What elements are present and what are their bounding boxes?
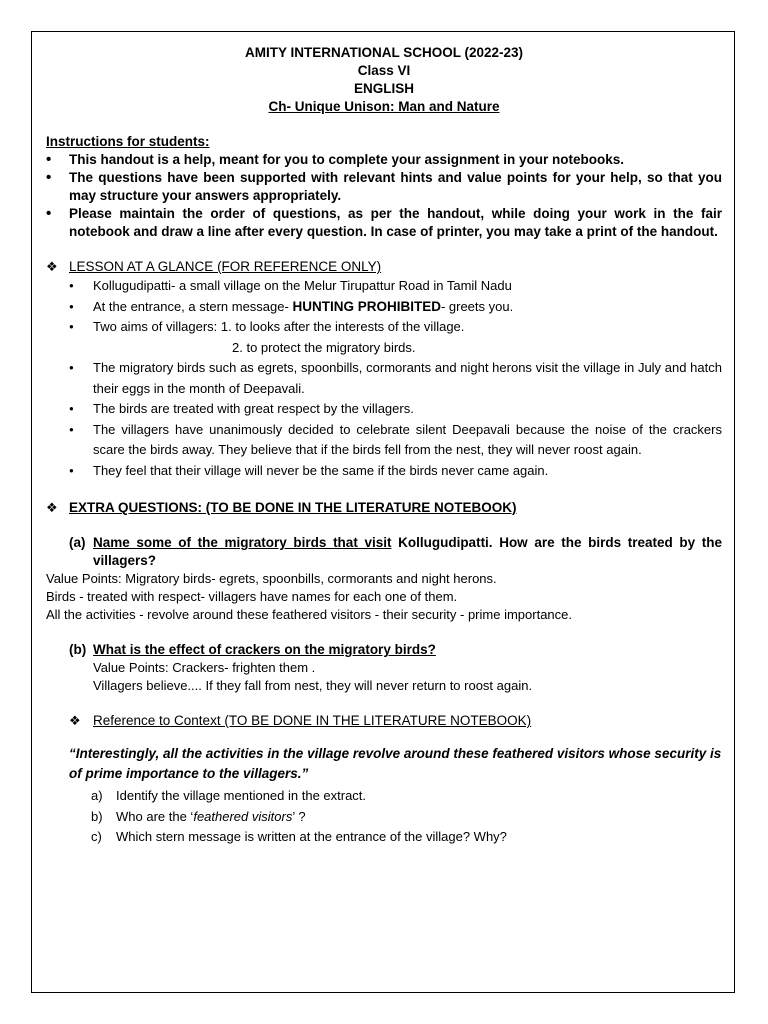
school-name: AMITY INTERNATIONAL SCHOOL (2022-23) xyxy=(244,45,524,60)
diamond-bullet-icon: ❖ xyxy=(46,259,58,274)
diamond-bullet-icon: ❖ xyxy=(69,713,81,728)
lesson-item: ● At the entrance, a stern message- HUNTING PROHIBITED- greets you. xyxy=(46,297,722,318)
extract-quote: “Interestingly, all the activities in the village revolve around these feathered visitors whose security is of prime importance to the villagers.” xyxy=(69,746,722,781)
value-point: All the activities - revolve around these feathered visitors - their security - prime importance. xyxy=(46,607,572,622)
instructions-heading: Instructions for students: xyxy=(46,134,210,149)
context-question: c) Which stern message is written at the entrance of the village? Why? xyxy=(91,829,507,844)
subject-label: ENGLISH xyxy=(353,81,414,96)
diamond-bullet-icon: ❖ xyxy=(46,500,58,515)
question-a: (a) Name some of the migratory birds that visit Kollugudipatti. How are the birds treated by the villagers? xyxy=(69,535,722,568)
value-point: Villagers believe.... If they fall from nest, they will never return to roost again. xyxy=(93,678,533,693)
lesson-item: ● Kollugudipatti- a small village on the Melur Tirupattur Road in Tamil Nadu xyxy=(46,276,722,297)
lesson-list xyxy=(46,276,722,481)
question-b: (b) What is the effect of crackers on the migratory birds? xyxy=(69,642,436,657)
lesson-item: ● The villagers have unanimously decided to celebrate silent Deepavali because the noise of the crackers scare the birds away. They believe that if the birds fell from the nest, they will never roost again. xyxy=(46,420,722,461)
value-point: Birds - treated with respect- villagers have names for each one of them. xyxy=(46,589,458,604)
instructions-list xyxy=(46,151,722,241)
chapter-title: Ch- Unique Unison: Man and Nature xyxy=(268,99,500,114)
lesson-item: ● The migratory birds such as egrets, spoonbills, cormorants and night herons visit the village in July and hatch their eggs in the month of Deepavali. xyxy=(46,358,722,399)
instruction-item: • The questions have been supported with relevant hints and value points for your help, so that you may structure your answers appropriately. xyxy=(46,169,722,205)
handout-content xyxy=(46,44,722,848)
instruction-item: • This handout is a help, meant for you to complete your assignment in your notebooks. xyxy=(46,151,722,169)
extra-questions-heading: ❖ EXTRA QUESTIONS: (TO BE DONE IN THE LITERATURE NOTEBOOK) xyxy=(46,500,517,515)
document-header xyxy=(46,44,722,116)
lesson-item: ● The birds are treated with great respect by the villagers. xyxy=(46,399,722,420)
lesson-heading: ❖ LESSON AT A GLANCE (FOR REFERENCE ONLY) xyxy=(46,259,382,274)
value-point: Value Points: Crackers- frighten them . xyxy=(93,660,316,675)
context-question: a) Identify the village mentioned in the extract. xyxy=(91,788,367,803)
lesson-item: ● They feel that their village will never be the same if the birds never came again. xyxy=(46,461,722,482)
context-questions xyxy=(46,786,722,848)
context-question: b) Who are the ‘feathered visitors’ ? xyxy=(91,808,306,824)
value-point: Value Points: Migratory birds- egrets, spoonbills, cormorants and night herons. xyxy=(46,571,497,586)
reference-context-heading: ❖ Reference to Context (TO BE DONE IN THE LITERATURE NOTEBOOK) xyxy=(69,713,532,728)
lesson-item-continued: 2. to protect the migratory birds. xyxy=(232,339,416,355)
class-label: Class VI xyxy=(357,63,411,78)
instruction-item: • Please maintain the order of questions, as per the handout, while doing your work in the fair notebook and draw a line after every question. In case of printer, you may take a print of the handout. xyxy=(46,205,722,241)
lesson-item: ● Two aims of villagers: 1. to looks after the interests of the village. xyxy=(46,317,722,338)
